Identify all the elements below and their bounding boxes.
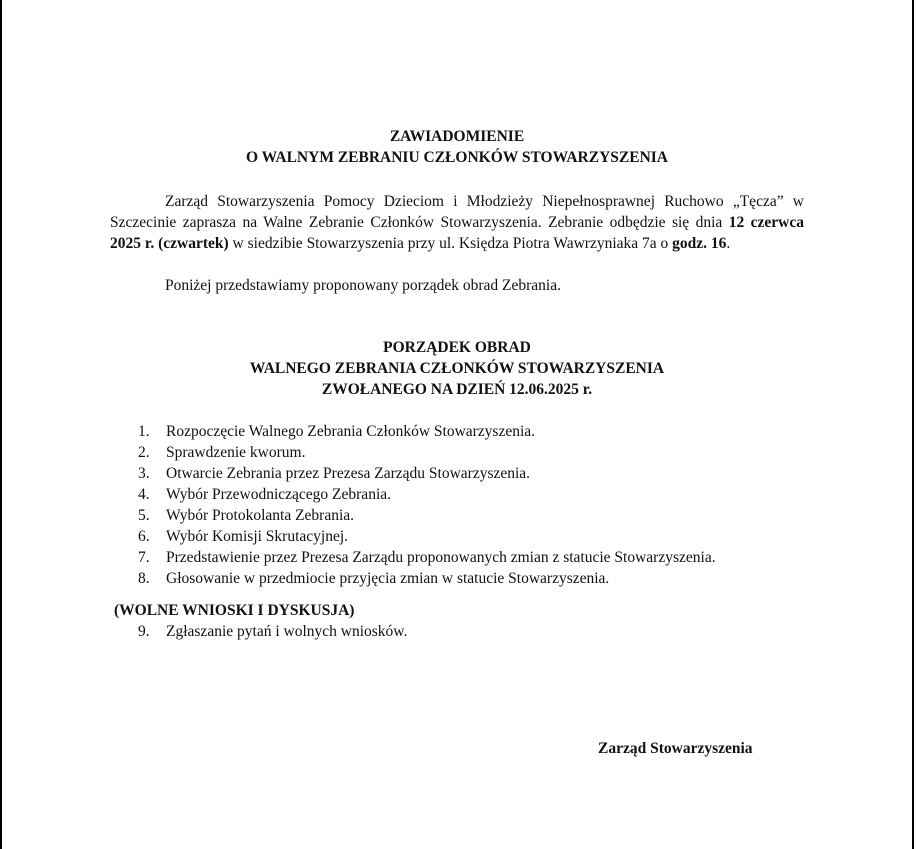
agenda-intro: Poniżej przedstawiamy proponowany porządek obrad Zebrania. bbox=[165, 277, 561, 294]
list-item-number: 3. bbox=[138, 465, 150, 482]
list-item-number: 4. bbox=[138, 486, 150, 503]
agenda-date-line: ZWOŁANEGO NA DZIEŃ 12.06.2025 r. bbox=[321, 381, 593, 398]
list-item bbox=[110, 442, 804, 463]
list-item bbox=[110, 421, 804, 442]
list-item-number: 5. bbox=[138, 507, 150, 524]
agenda-subtitle: WALNEGO ZEBRANIA CZŁONKÓW STOWARZYSZENIA bbox=[249, 360, 665, 377]
notice-paragraph-end: . bbox=[726, 235, 731, 252]
list-item-text: Rozpoczęcie Walnego Zebrania Członków Stowarzyszenia. bbox=[166, 423, 536, 440]
notice-subtitle: O WALNYM ZEBRANIU CZŁONKÓW STOWARZYSZENIA bbox=[245, 149, 669, 166]
agenda-list bbox=[110, 421, 804, 589]
list-item bbox=[110, 484, 804, 505]
list-item-number: 9. bbox=[138, 623, 150, 640]
list-item-text: Otwarcie Zebrania przez Prezesa Zarządu Stowarzyszenia. bbox=[166, 465, 531, 482]
list-item-text: Głosowanie w przedmiocie przyjęcia zmian w statucie Stowarzyszenia. bbox=[166, 570, 610, 587]
list-item-number: 8. bbox=[138, 570, 150, 587]
list-item bbox=[110, 526, 804, 547]
notice-paragraph-text: Zarząd Stowarzyszenia Pomocy Dzieciom i Młodzieży Niepełnosprawnej Ruchowo „Tęcza” w Szczecinie zaprasza na Walne Zebranie Członków Stowarzyszenia. Zebranie odbędzie się dnia bbox=[110, 193, 804, 231]
free-motions-heading: (WOLNE WNIOSKI I DYSKUSJA) bbox=[114, 602, 355, 619]
notice-paragraph-text-2: w siedzibie Stowarzyszenia przy ul. Księdza Piotra Wawrzyniaka 7a o bbox=[228, 235, 673, 252]
list-item-number: 2. bbox=[138, 444, 150, 461]
list-item bbox=[110, 505, 804, 526]
notice-paragraph bbox=[110, 191, 804, 254]
list-item-text: Zgłaszanie pytań i wolnych wniosków. bbox=[166, 623, 408, 640]
list-item-number: 1. bbox=[138, 423, 150, 440]
list-item-number: 7. bbox=[138, 549, 150, 566]
free-motions-list bbox=[110, 621, 804, 642]
agenda-heading bbox=[110, 337, 804, 400]
list-item bbox=[110, 547, 804, 568]
list-item bbox=[110, 568, 804, 589]
list-item-text: Wybór Przewodniczącego Zebrania. bbox=[166, 486, 391, 503]
list-item-text: Przedstawienie przez Prezesa Zarządu proponowanych zmian z statucie Stowarzyszenia. bbox=[166, 549, 716, 566]
meeting-date: 12 czerwca 2025 r. (czwartek) bbox=[110, 214, 804, 252]
meeting-time: godz. 16 bbox=[672, 235, 727, 252]
list-item-text: Wybór Komisji Skrutacyjnej. bbox=[166, 528, 349, 545]
list-item-text: Sprawdzenie kworum. bbox=[166, 444, 306, 461]
agenda-title: PORZĄDEK OBRAD bbox=[383, 339, 531, 356]
list-item-text: Wybór Protokolanta Zebrania. bbox=[166, 507, 355, 524]
document-page bbox=[110, 126, 804, 642]
notice-title: ZAWIADOMIENIE bbox=[389, 128, 525, 145]
signature: Zarząd Stowarzyszenia bbox=[598, 740, 753, 757]
list-item-number: 6. bbox=[138, 528, 150, 545]
list-item bbox=[110, 463, 804, 484]
list-item bbox=[110, 621, 804, 642]
